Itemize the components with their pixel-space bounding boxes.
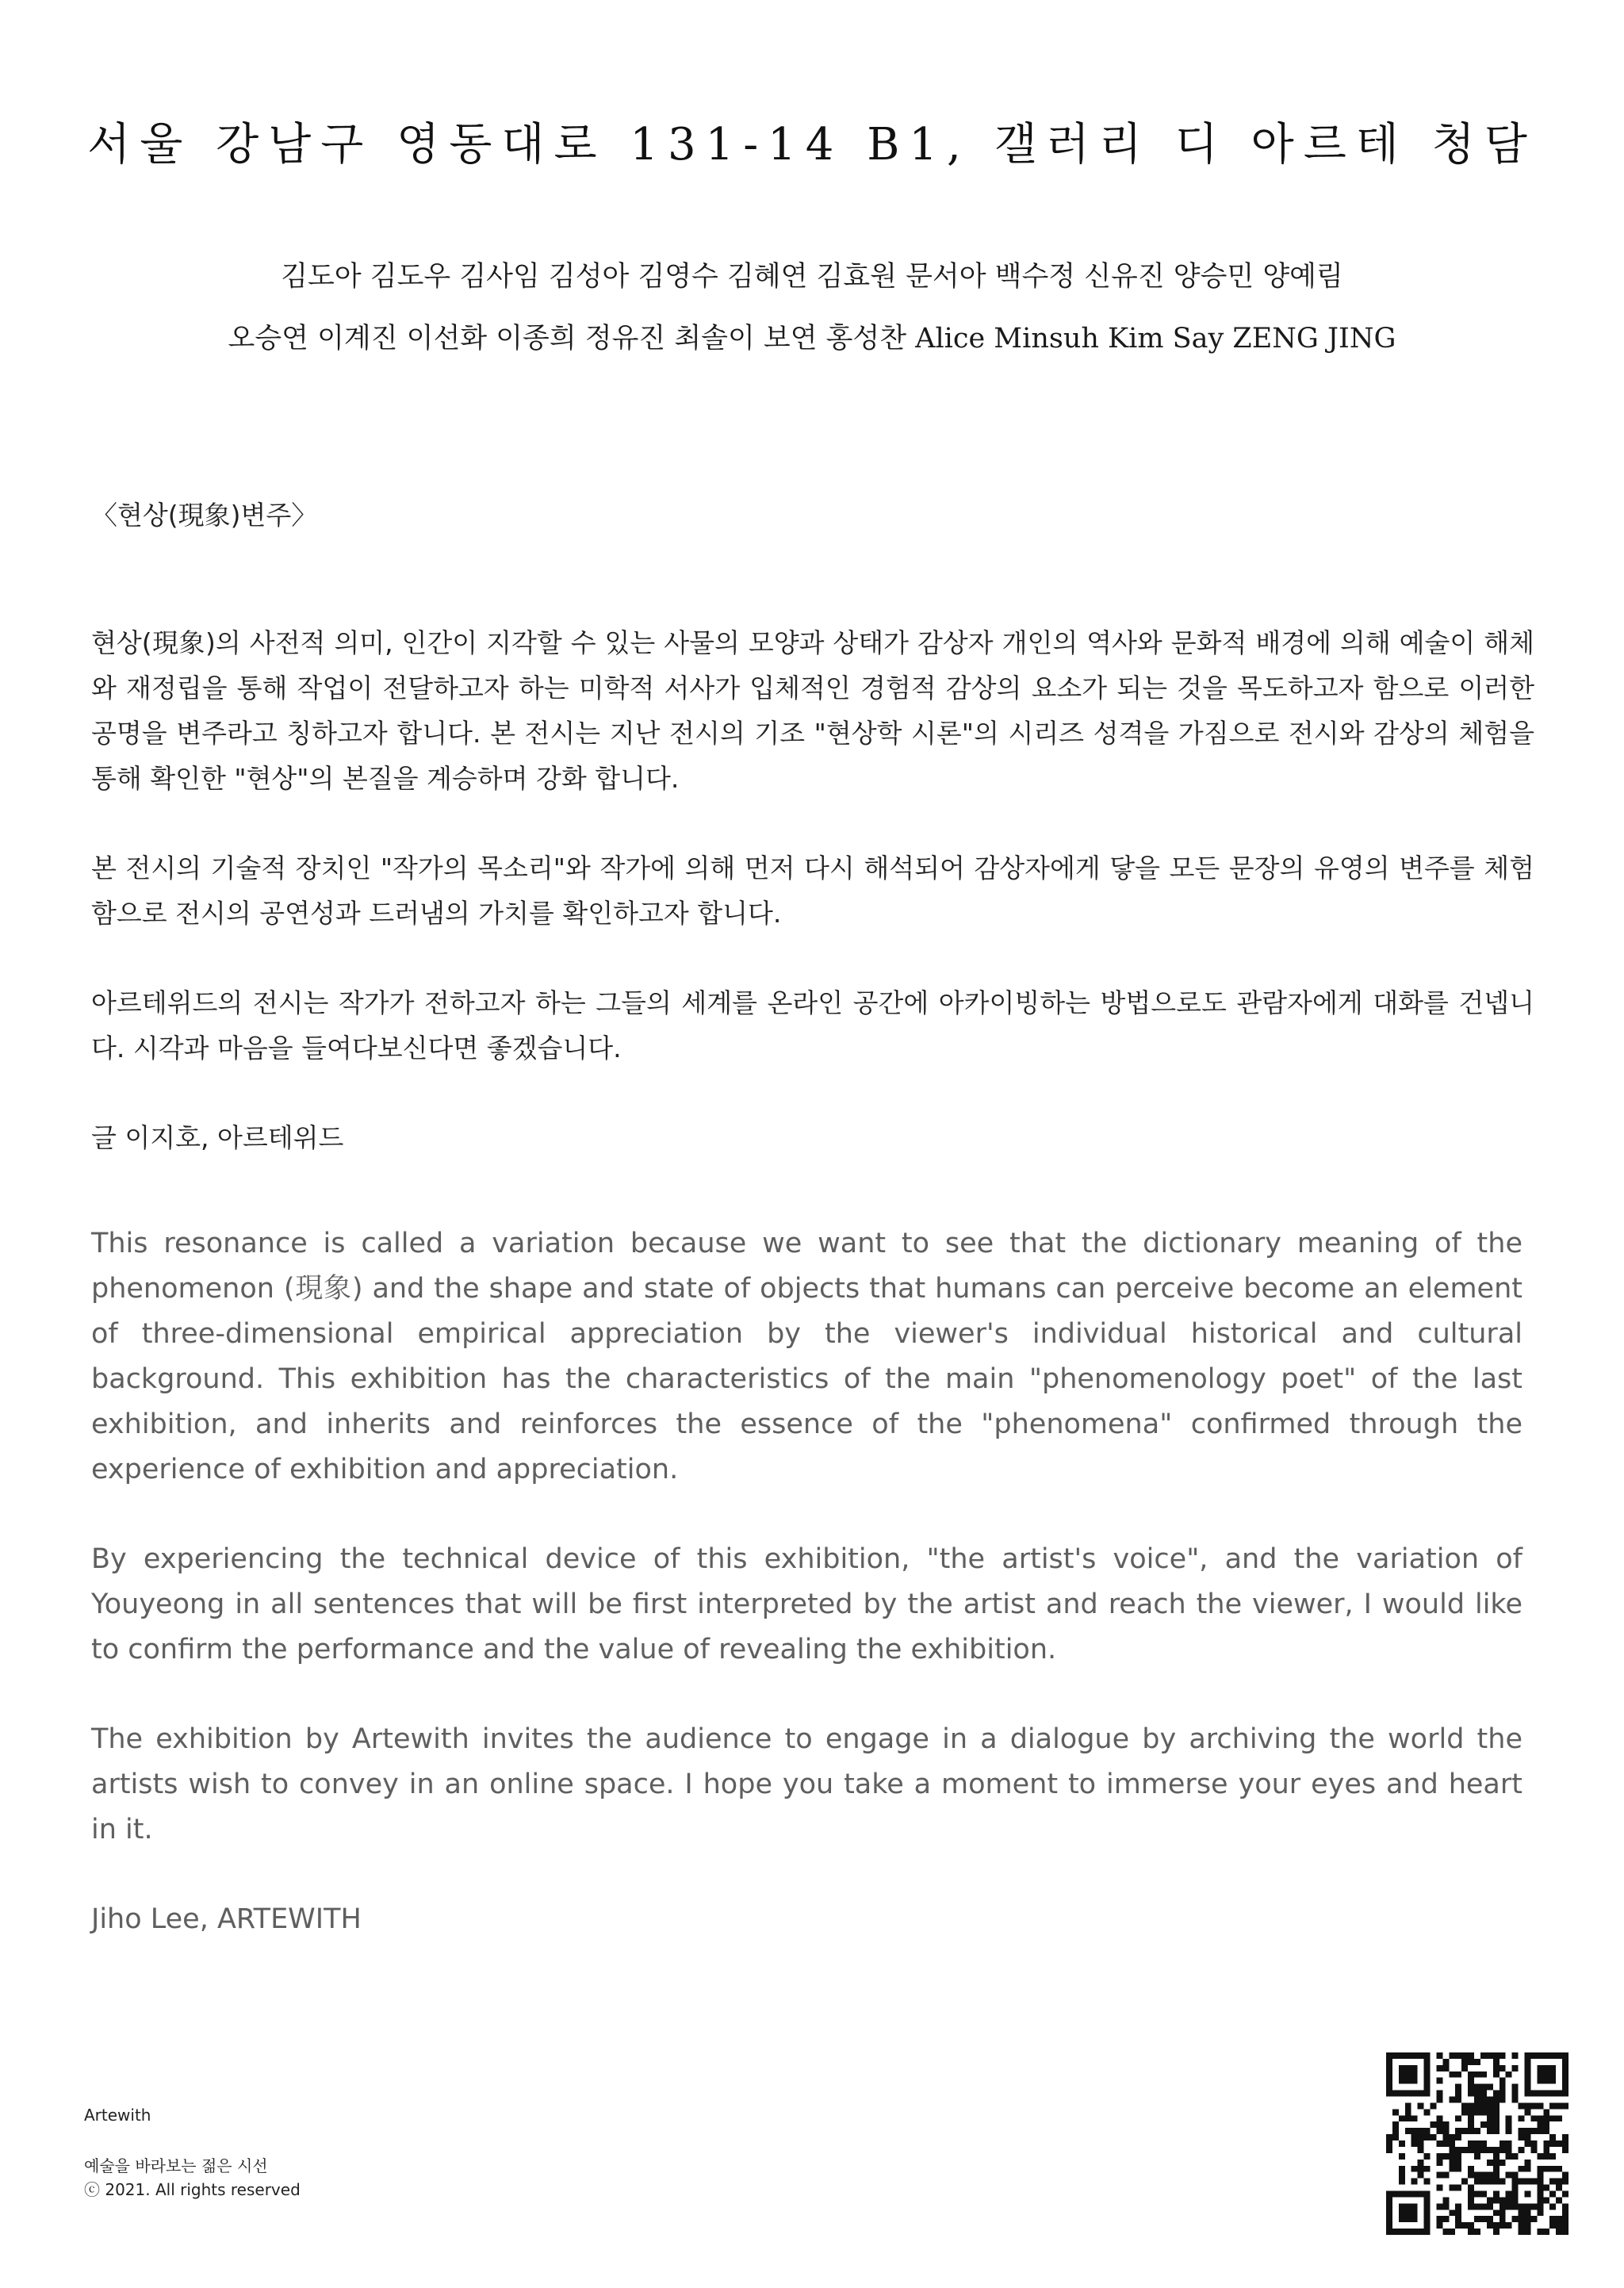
english-paragraph-1: This resonance is called a variation because we want to see that the dictionary meaning of the phenomenon (現象) and the shape and state of objects that humans can perceive become an element of three-dimensional empirical appreciation by the viewer's individual historical and cultural background. This exhibition has the characteristics of the main "phenomenology poet" of the last exhibition, and inherits and reinforces the essence of the "phenomena" confirmed through the experience of exhibition and appreciation. (91, 1228, 1522, 1485)
english-signature: Jiho Lee, ARTEWITH (91, 1903, 362, 1935)
korean-statement (91, 620, 1534, 1205)
korean-paragraph-1: 현상(現象)의 사전적 의미, 인간이 지각할 수 있는 사물의 모양과 상태가 감상자 개인의 역사와 문화적 배경에 의해 예술이 해체와 재정립을 통해 작업이 전달하고자 하는 미학적 서사가 입체적인 경험적 감상의 요소가 되는 것을 목도하고자 함으로 이러한 공명을 변주라고 칭하고자 합니다. 본 전시는 지난 전시의 기조 "현상학 시론"의 시리즈 성격을 가짐으로 전시와 감상의 체험을 통해 확인한 "현상"의 본질을 계승하며 강화 합니다. (91, 627, 1534, 794)
english-paragraph-3: The exhibition by Artewith invites the audience to engage in a dialogue by archiving the world the artists wish to convey in an online space. I hope you take a moment to immerse your eyes and heart in it. (91, 1723, 1522, 1845)
footer-copyright: ⓒ 2021. All rights reserved (84, 2180, 301, 2199)
english-statement (91, 1221, 1522, 1987)
korean-signature: 글 이지호, 아르테위드 (91, 1122, 344, 1153)
footer-brand: Artewith (84, 2106, 151, 2125)
artist-list-line-2: 오승연 이계진 이선화 이종희 정유진 최솔이 보연 홍성찬 Alice Minsuh Kim Say ZENG JING (228, 323, 1396, 355)
korean-paragraph-3: 아르테위드의 전시는 작가가 전하고자 하는 그들의 세계를 온라인 공간에 아카이빙하는 방법으로도 관람자에게 대화를 건넵니다. 시각과 마음을 들여다보신다면 좋겠습니다. (91, 987, 1534, 1064)
footer (84, 2103, 301, 2202)
english-paragraph-2: By experiencing the technical device of this exhibition, "the artist's voice", and the variation of Youyeong in all sentences that will be first interpreted by the artist and reach the viewer, I would like to confirm the performance and the value of revealing the exhibition. (91, 1543, 1522, 1665)
qr-code-icon[interactable] (1386, 2052, 1568, 2235)
artist-list (0, 246, 1624, 370)
page-title: 서울 강남구 영동대로 131-14 B1, 갤러리 디 아르테 청담 (87, 119, 1537, 171)
footer-tagline: 예술을 바라보는 젊은 시선 (84, 2156, 268, 2175)
artist-list-line-1: 김도아 김도우 김사임 김성아 김영수 김혜연 김효원 문서아 백수정 신유진 양승민 양예림 (281, 261, 1343, 293)
exhibition-heading: 〈현상(現象)변주〉 (91, 500, 318, 531)
korean-paragraph-2: 본 전시의 기술적 장치인 "작가의 목소리"와 작가에 의해 먼저 다시 해석되어 감상자에게 닿을 모든 문장의 유영의 변주를 체험함으로 전시의 공연성과 드러냄의 가치를 확인하고자 합니다. (91, 853, 1534, 929)
